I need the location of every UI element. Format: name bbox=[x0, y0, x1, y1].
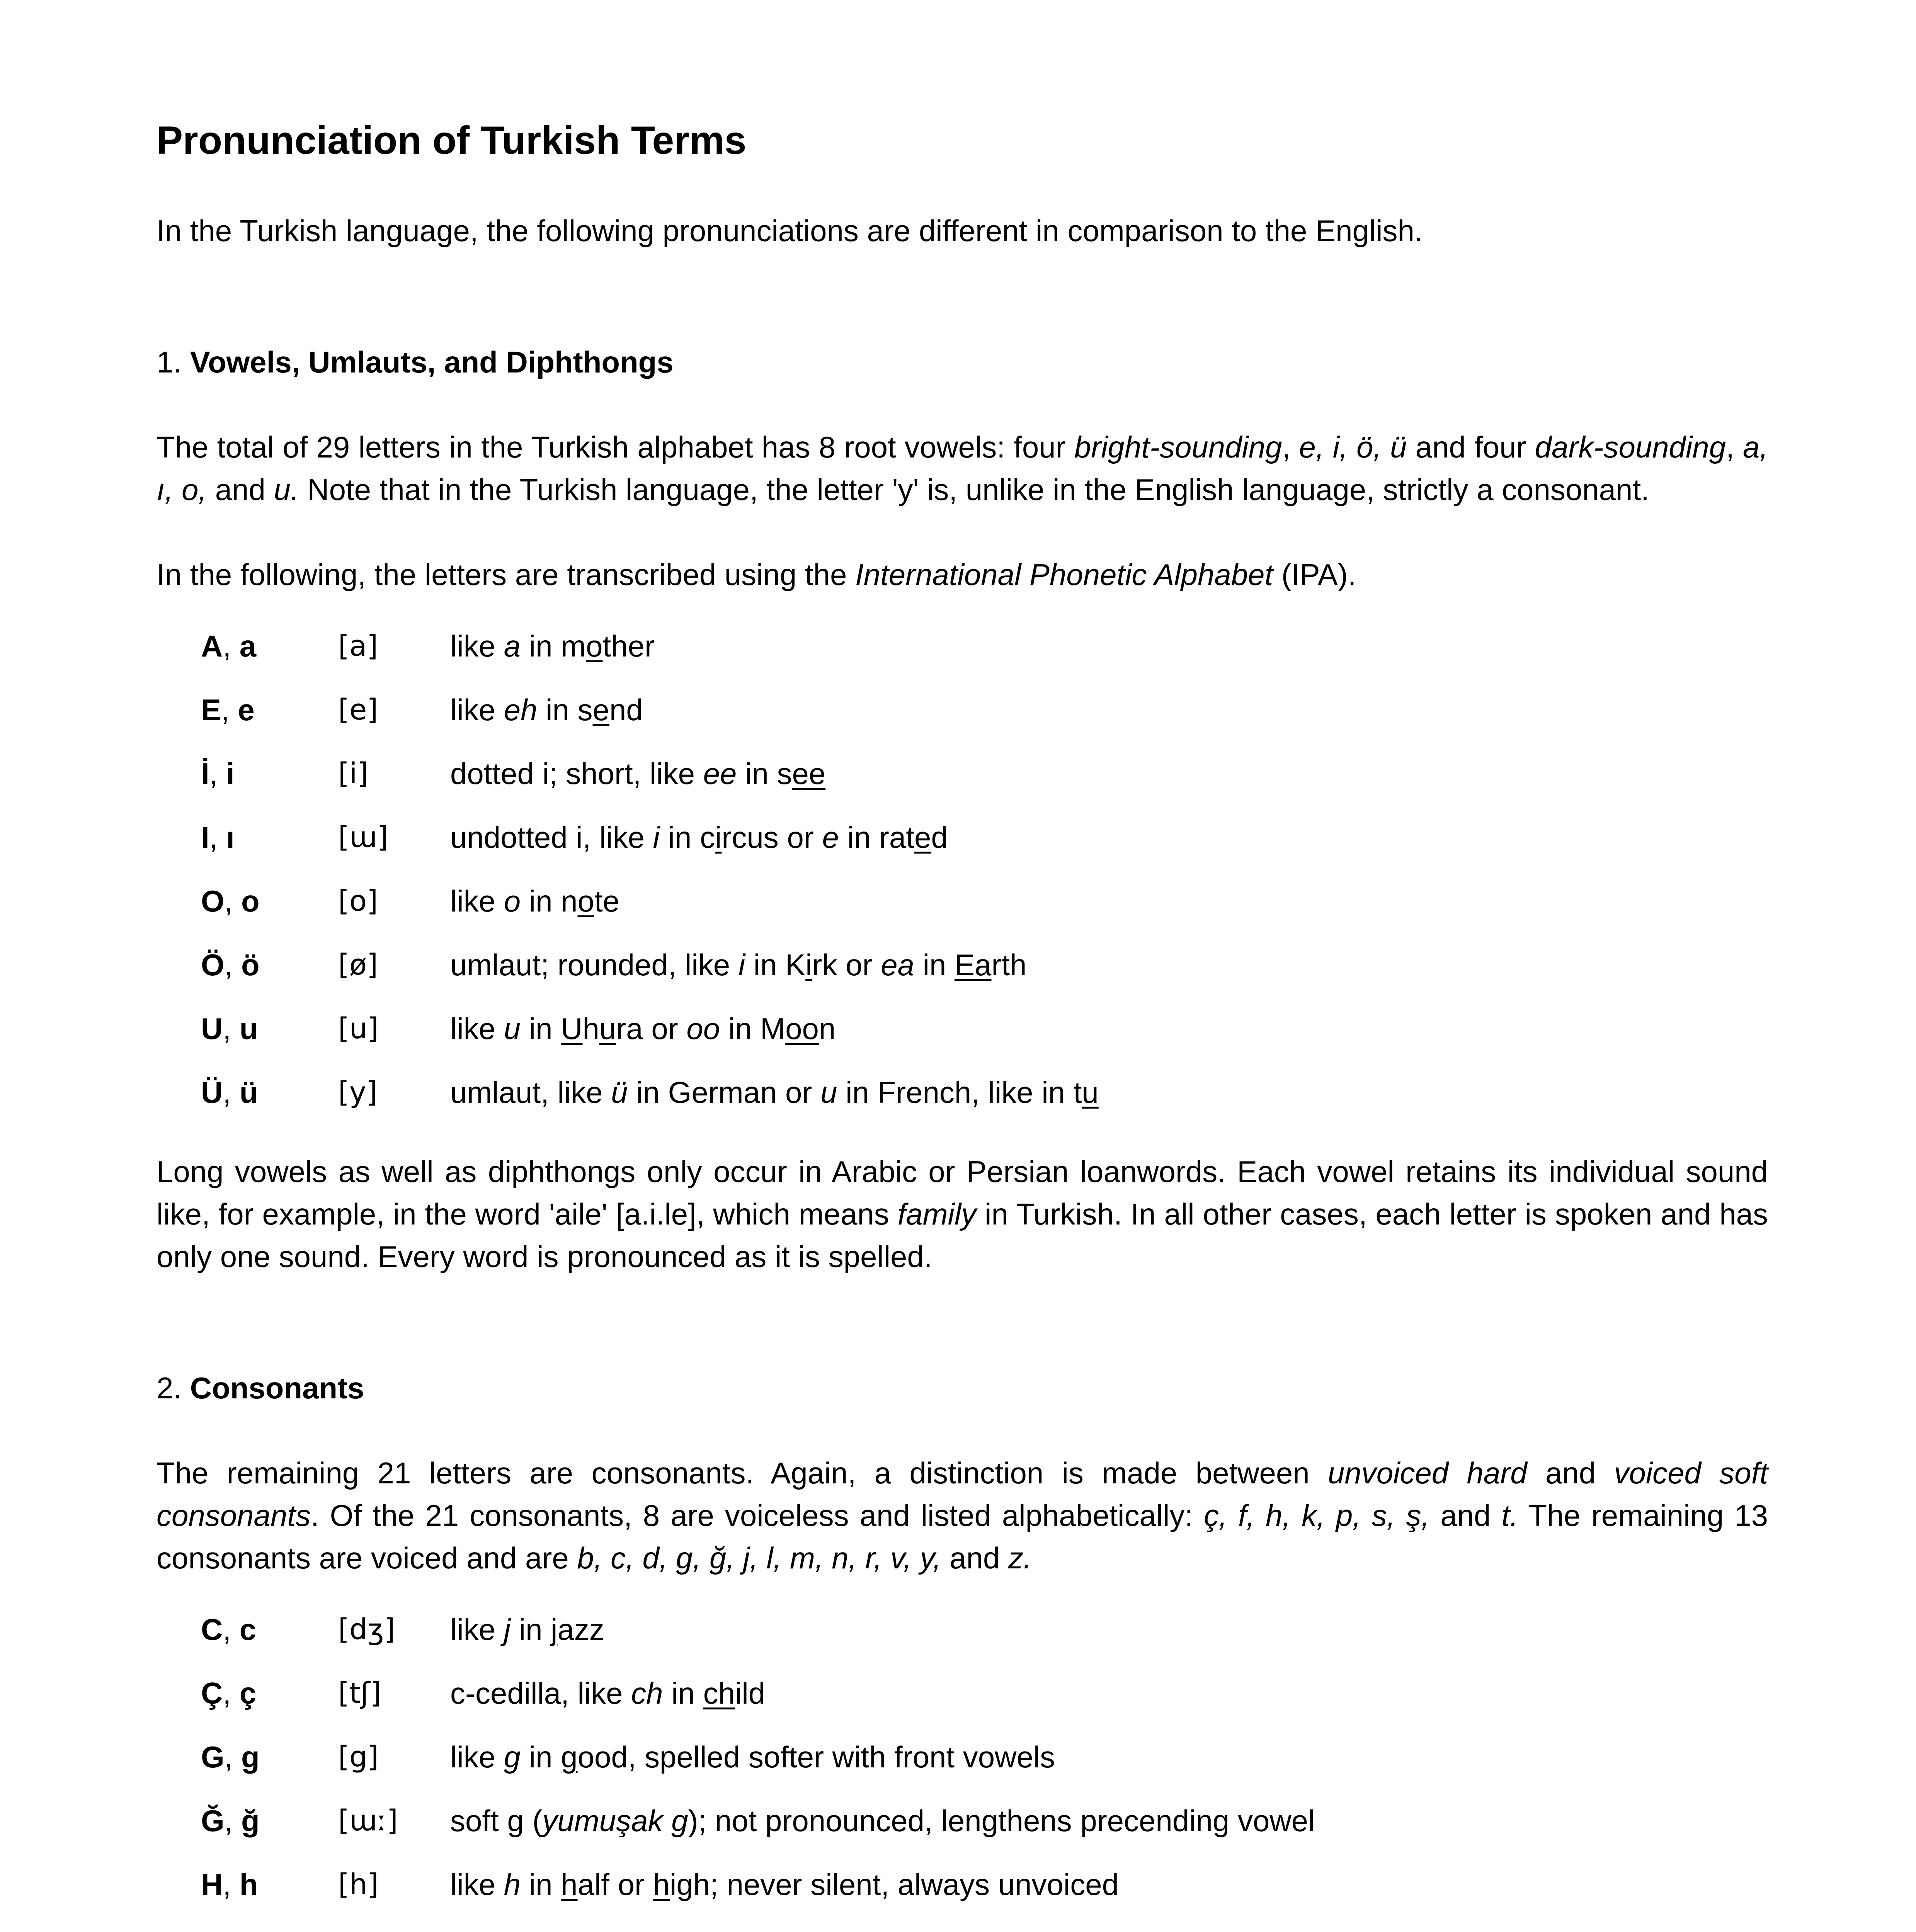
text-run: The total of 29 letters in the Turkish alphabet has 8 root vowels: four bbox=[157, 430, 1074, 464]
table-row bbox=[157, 1863, 1768, 1927]
table-row bbox=[157, 944, 1768, 1007]
section-number: 2. bbox=[157, 1371, 190, 1405]
text-run: In the following, the letters are transcribed using the bbox=[157, 558, 856, 592]
pronunciation-description: dotted i; short, like ee in see bbox=[450, 757, 826, 791]
text-run: z. bbox=[1008, 1541, 1032, 1575]
pronunciation-description: soft g (yumuşak g); not pronounced, lengthens precending vowel bbox=[450, 1804, 1315, 1838]
ipa-symbol: [y] bbox=[338, 1076, 378, 1109]
letter-pair: O, o bbox=[201, 884, 260, 918]
text-run: u. bbox=[274, 473, 299, 507]
pronunciation-description: like u in Uhura or oo in Moon bbox=[450, 1012, 836, 1046]
letter-pair: Ğ, ğ bbox=[201, 1804, 260, 1838]
table-row bbox=[157, 625, 1768, 689]
text-run: unvoiced hard bbox=[1327, 1456, 1527, 1490]
text-run: , bbox=[1726, 430, 1743, 464]
text-run: , bbox=[1282, 430, 1299, 464]
table-row bbox=[157, 1608, 1768, 1672]
pronunciation-description: like j in jazz bbox=[450, 1612, 604, 1647]
table-row bbox=[157, 1736, 1768, 1799]
text-run: Long vowels as well as diphthongs only occur in Arabic or Persian loanwords. Each vowel retains its individual sound like, for example, in the word 'aile' [a.i.le], which means bbox=[157, 1155, 1768, 1231]
ipa-symbol: [u] bbox=[338, 1012, 379, 1046]
pronunciation-description: umlaut, like ü in German or u in French, like in tu bbox=[450, 1075, 1099, 1110]
consonant-table bbox=[157, 1608, 1768, 1932]
ipa-paragraph bbox=[157, 553, 1768, 596]
letter-pair: U, u bbox=[201, 1012, 258, 1046]
text-run: (IPA). bbox=[1273, 558, 1356, 592]
table-row bbox=[157, 880, 1768, 944]
table-row bbox=[157, 1007, 1768, 1071]
table-row bbox=[157, 1672, 1768, 1736]
section-heading-consonants bbox=[157, 1367, 1768, 1409]
section-heading-vowels bbox=[157, 341, 1768, 383]
ipa-symbol: [g] bbox=[338, 1740, 379, 1774]
ipa-symbol: [ɯː] bbox=[338, 1804, 398, 1838]
text-run: a, ı, o, bbox=[157, 430, 1768, 507]
text-run: International Phonetic Alphabet bbox=[855, 558, 1273, 592]
section-title: Consonants bbox=[190, 1371, 364, 1405]
text-run: in Turkish. In all other cases, each letter is spoken and has only one sound. Every word is pronounced as it is spelled. bbox=[157, 1197, 1768, 1274]
text-run: t. bbox=[1501, 1498, 1518, 1533]
text-run: dark-sounding bbox=[1535, 430, 1726, 464]
text-run: bright-sounding bbox=[1074, 430, 1282, 464]
pronunciation-description: umlaut; rounded, like i in Kirk or ea in Earth bbox=[450, 948, 1027, 982]
text-run: voiced soft consonants bbox=[157, 1456, 1768, 1533]
letter-pair: İ, i bbox=[201, 757, 235, 791]
text-run: family bbox=[897, 1197, 977, 1231]
table-row bbox=[157, 1927, 1768, 1932]
ipa-symbol: [a] bbox=[338, 629, 378, 663]
letter-pair: Ü, ü bbox=[201, 1075, 258, 1110]
letter-pair: Ö, ö bbox=[201, 948, 260, 982]
text-run: and bbox=[941, 1541, 1008, 1575]
vowels-paragraph bbox=[157, 426, 1768, 511]
letter-pair: E, e bbox=[201, 693, 255, 727]
intro-paragraph: In the Turkish language, the following pronunciations are different in comparison to the English. bbox=[157, 214, 1423, 248]
letter-pair: I, ı bbox=[201, 820, 235, 855]
table-row bbox=[157, 689, 1768, 752]
pronunciation-description: like g in good, spelled softer with front vowels bbox=[450, 1740, 1055, 1774]
ipa-symbol: [tʃ] bbox=[338, 1677, 381, 1710]
ipa-symbol: [i] bbox=[338, 757, 369, 791]
ipa-symbol: [o] bbox=[338, 884, 378, 918]
table-row bbox=[157, 1071, 1768, 1135]
vowel-table bbox=[157, 625, 1768, 1135]
letter-pair: A, a bbox=[201, 629, 257, 663]
ipa-symbol: [e] bbox=[338, 693, 378, 727]
letter-pair: G, g bbox=[201, 1740, 260, 1774]
letter-pair: C, c bbox=[201, 1612, 257, 1647]
pronunciation-description: undotted i, like i in circus or e in rated bbox=[450, 820, 948, 855]
text-run: . Of the 21 consonants, 8 are voiceless and listed alphabetically: bbox=[310, 1498, 1204, 1533]
text-run: The remaining 21 letters are consonants. Again, a distinction is made between bbox=[157, 1456, 1328, 1490]
text-run: and four bbox=[1407, 430, 1535, 464]
section-number: 1. bbox=[157, 345, 190, 379]
pronunciation-description bbox=[450, 1927, 676, 1932]
ipa-symbol: [h] bbox=[338, 1868, 379, 1901]
text-run: e, i, ö, ü bbox=[1299, 430, 1407, 464]
table-row bbox=[157, 816, 1768, 880]
ipa-symbol: [ɯ] bbox=[338, 821, 388, 854]
letter-pair: Ç, ç bbox=[201, 1676, 257, 1711]
loanwords-paragraph bbox=[157, 1150, 1768, 1278]
text-run: ç, f, h, k, p, s, ş, bbox=[1204, 1498, 1430, 1533]
text-run: and bbox=[1429, 1498, 1502, 1533]
ipa-symbol bbox=[338, 1927, 377, 1932]
page-title: Pronunciation of Turkish Terms bbox=[157, 118, 747, 162]
letter-pair bbox=[201, 1927, 243, 1932]
pronunciation-description: like a in mother bbox=[450, 629, 655, 663]
text-run: b, c, d, g, ğ, j, l, m, n, r, v, y, bbox=[577, 1541, 941, 1575]
pronunciation-description: like o in note bbox=[450, 884, 619, 918]
table-row bbox=[157, 1799, 1768, 1863]
pronunciation-description: like eh in send bbox=[450, 693, 643, 727]
text-run: and bbox=[207, 473, 274, 507]
ipa-symbol: [ø] bbox=[338, 948, 378, 982]
table-row bbox=[157, 752, 1768, 816]
text-run: and bbox=[1527, 1456, 1614, 1490]
page-content bbox=[157, 118, 1768, 1932]
pronunciation-description: c-cedilla, like ch in child bbox=[450, 1676, 766, 1711]
text-run: Note that in the Turkish language, the letter 'y' is, unlike in the English language, strictly a consonant. bbox=[299, 473, 1649, 507]
pronunciation-description: like h in half or high; never silent, always unvoiced bbox=[450, 1867, 1119, 1902]
letter-pair: H, h bbox=[201, 1867, 258, 1902]
text-run: The remaining 13 consonants are voiced and are bbox=[157, 1498, 1768, 1575]
consonants-paragraph bbox=[157, 1452, 1768, 1579]
section-title: Vowels, Umlauts, and Diphthongs bbox=[190, 345, 674, 379]
ipa-symbol: [dʒ] bbox=[338, 1613, 395, 1646]
